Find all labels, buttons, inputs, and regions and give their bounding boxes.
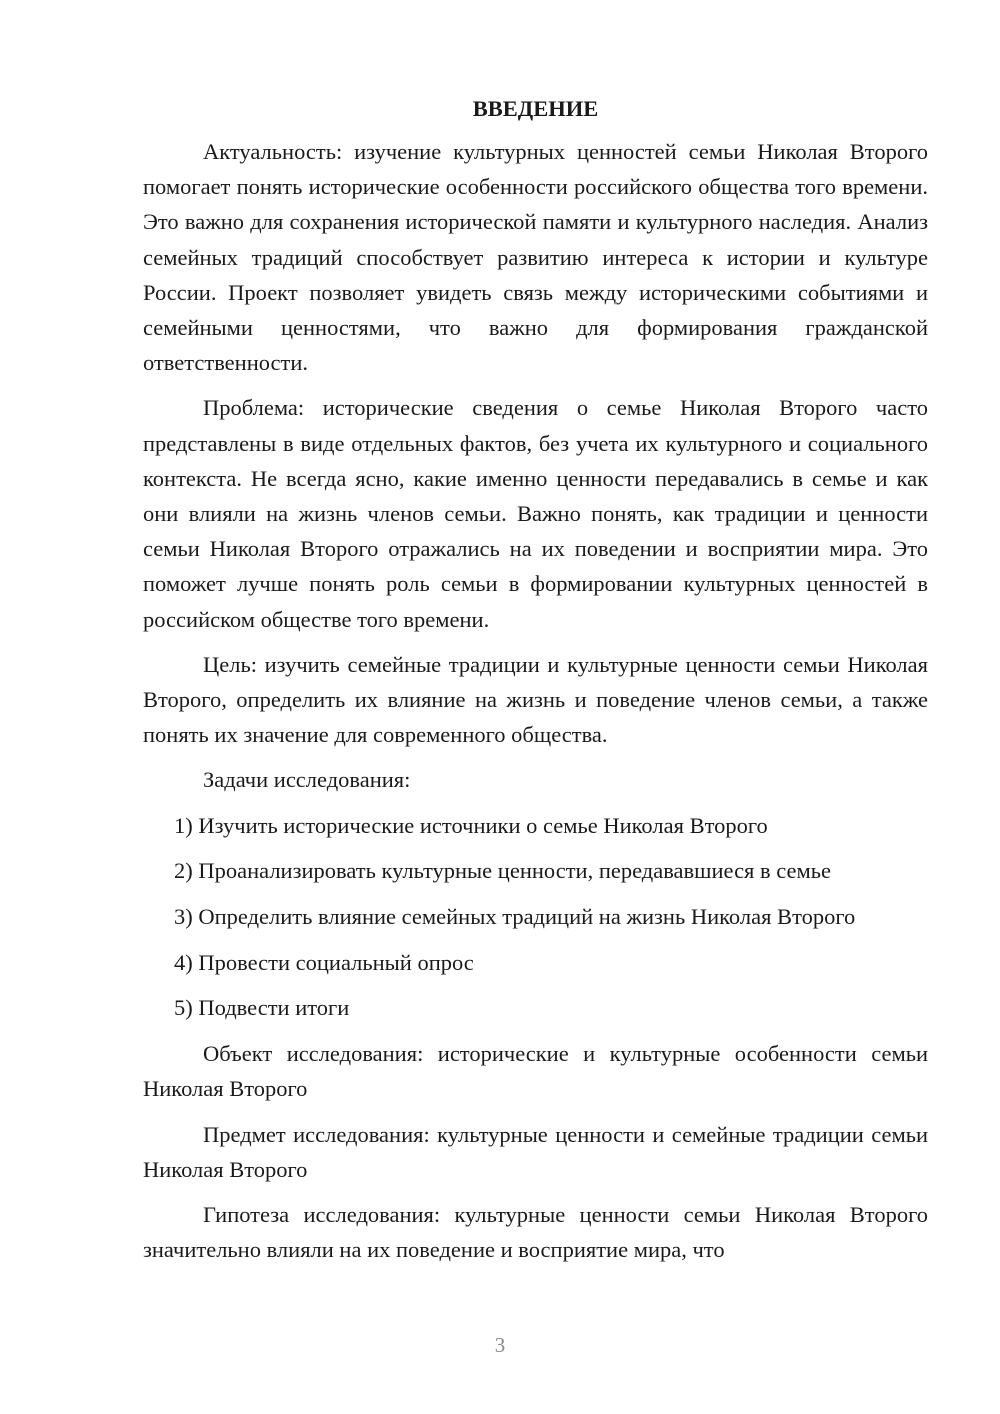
page-number: 3 (494, 1333, 506, 1357)
section-heading: ВВЕДЕНИЕ (472, 96, 599, 121)
task-item: 5) Подвести итоги (174, 995, 350, 1021)
hypothesis-paragraph: Гипотеза исследования: культурные ценности семьи Николая Второго значительно влияли на их поведение и восприятие мира, что (143, 1201, 928, 1263)
goal-paragraph: Цель: изучить семейные традиции и культурные ценности семьи Николая Второго, определить их влияние на жизнь и поведение членов семьи, а также понять их значение для современного общества. (143, 651, 928, 748)
task-item: 3) Определить влияние семейных традиций на жизнь Николая Второго (174, 904, 856, 930)
task-item: 4) Провести социальный опрос (174, 949, 474, 975)
relevance-paragraph: Актуальность: изучение культурных ценностей семьи Николая Второго помогает понять исторические особенности российского общества того времени. Это важно для сохранения исторической памяти и культурного наследия. Анализ семейных традиций способствует развитию интереса к истории и культуре России. Проект позволяет увидеть связь между историческими событиями и семейными ценностями, что важно для формирования гражданской ответственности. (143, 139, 928, 376)
problem-paragraph: Проблема: исторические сведения о семье Николая Второго часто представлены в виде отдельных фактов, без учета их культурного и социального контекста. Не всегда ясно, какие именно ценности передавались в семье и как они влияли на жизнь членов семьи. Важно понять, как традиции и ценности семьи Николая Второго отражались на их поведении и восприятии мира. Это поможет лучше понять роль семьи в формировании культурных ценностей в российском обществе того времени. (143, 395, 928, 632)
tasks-list (143, 808, 928, 1026)
task-item: 1) Изучить исторические источники о семье Николая Второго (174, 812, 768, 838)
subject-paragraph: Предмет исследования: культурные ценности и семейные традиции семьи Николая Второго (143, 1121, 928, 1182)
document-page (143, 90, 928, 1277)
task-item: 2) Проанализировать культурные ценности, передававшиеся в семье (174, 858, 832, 884)
tasks-label: Задачи исследования: (203, 767, 411, 793)
object-paragraph: Объект исследования: исторические и культурные особенности семьи Николая Второго (143, 1041, 928, 1102)
